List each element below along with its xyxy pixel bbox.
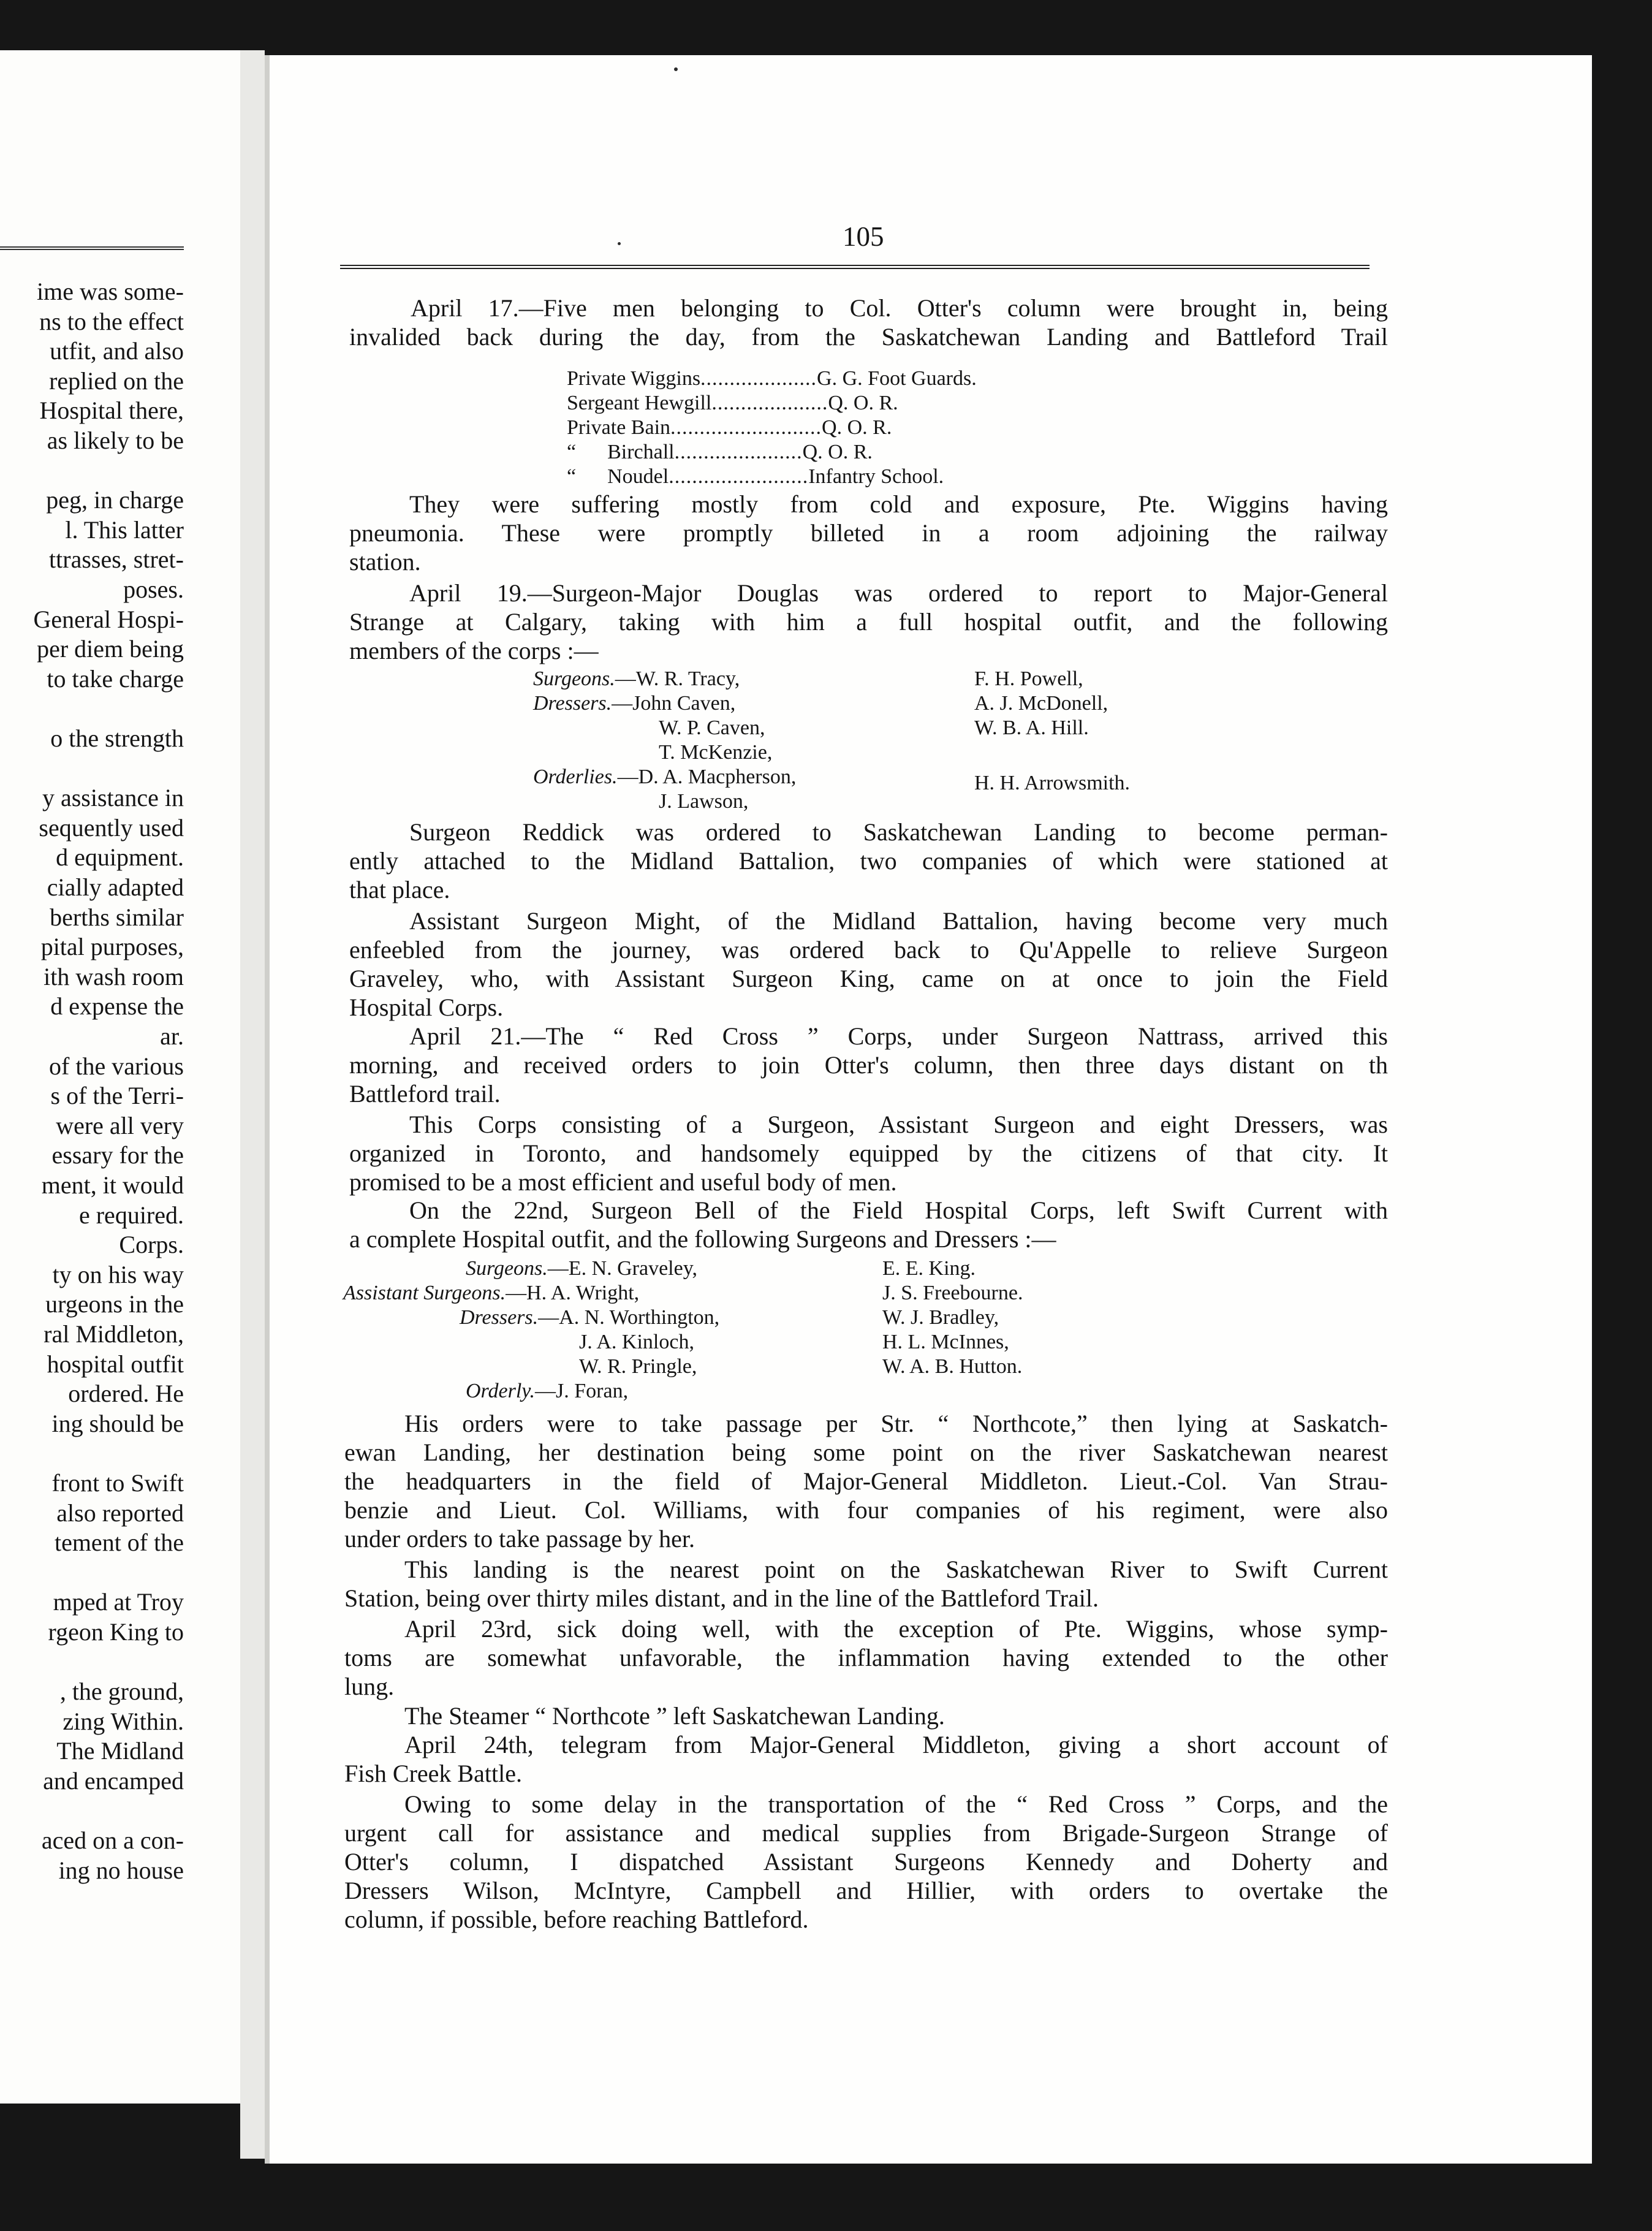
- corps1-orderlies-label: Orderlies.: [533, 766, 618, 788]
- invalid-name: “ Birchall: [567, 441, 675, 463]
- corps2-surgeons-label: Surgeons.: [466, 1257, 548, 1280]
- corps1-dressers-a2: W. P. Caven,: [659, 716, 765, 739]
- left-column-line: d expense the: [50, 992, 184, 1020]
- p3-line-1: April 19.—Surgeon-Major Douglas was ordered to report to Major-General: [409, 579, 1388, 607]
- p11-line-1: April 23rd, sick doing well, with the exception of Pte. Wiggins, whose symp-: [404, 1615, 1388, 1643]
- invalid-row: [567, 391, 898, 416]
- p13-line-1: April 24th, telegram from Major-General Middleton, giving a short account of: [404, 1731, 1388, 1758]
- left-column-line: front to Swift: [51, 1469, 184, 1497]
- p3-line-2: Strange at Calgary, taking with him a full hospital outfit, and the following: [349, 608, 1388, 636]
- left-column-line: ral Middleton,: [44, 1320, 184, 1348]
- corps2-surgeons-a: —E. N. Graveley,: [547, 1257, 698, 1280]
- left-column-line: Corps.: [119, 1231, 184, 1259]
- left-column-line: The Midland: [56, 1737, 184, 1765]
- corps2-dressers-b1: W. J. Bradley,: [882, 1306, 999, 1329]
- left-column-line: ttrasses, stret-: [49, 545, 184, 574]
- corps2-dressers-a3: W. R. Pringle,: [579, 1355, 697, 1378]
- corps2-dressers: [460, 1306, 719, 1330]
- left-column-line: of the various: [49, 1052, 184, 1080]
- header-rule: [340, 265, 1370, 269]
- left-column-line: hospital outfit: [47, 1350, 184, 1378]
- corps2-dressers-b3: W. A. B. Hutton.: [882, 1355, 1023, 1378]
- p6-line-2: morning, and received orders to join Otter's column, then three days distant on th: [349, 1051, 1388, 1079]
- left-column-line: ith wash room: [44, 962, 184, 990]
- left-column-line: mped at Troy: [53, 1588, 184, 1616]
- left-column-line: also reported: [56, 1499, 184, 1527]
- corps1-orderlies-b1: H. H. Arrowsmith.: [974, 772, 1131, 794]
- left-column-line: y assistance in: [42, 784, 184, 812]
- left-column-line: cially adapted: [47, 873, 184, 901]
- left-column-line: to take charge: [47, 664, 184, 693]
- p14-line-4: Dressers Wilson, McIntyre, Campbell and Hillier, with orders to overtake the: [344, 1877, 1388, 1904]
- scan-speck: [674, 67, 678, 71]
- invalid-name: “ Noudel: [567, 465, 669, 488]
- invalid-unit: Infantry School.: [808, 465, 944, 488]
- invalid-row: [567, 367, 977, 391]
- p14-line-1: Owing to some delay in the transportation of the “ Red Cross ” Corps, and the: [404, 1790, 1388, 1818]
- left-column-line: e required.: [78, 1201, 184, 1229]
- corps1-orderlies: [533, 765, 796, 789]
- p9-line-1: His orders were to take passage per Str. “ Northcote,” then lying at Saskatch-: [404, 1410, 1388, 1437]
- left-column-line: were all very: [56, 1111, 184, 1139]
- left-column-line: ty on his way: [52, 1260, 184, 1288]
- left-column-line: ime was some-: [37, 278, 184, 305]
- left-column-line: utfit, and also: [50, 337, 184, 365]
- p4-line-3: that place.: [349, 876, 450, 903]
- p9-line-4: benzie and Lieut. Col. Williams, with four companies of his regiment, were also: [344, 1496, 1388, 1524]
- corps1-dressers-b1: A. J. McDonell,: [974, 692, 1108, 715]
- left-column-line: , the ground,: [59, 1678, 184, 1706]
- p10-line-2: Station, being over thirty miles distant, and in the line of the Battleford Trail.: [344, 1584, 1099, 1612]
- invalid-unit: G. G. Foot Guards.: [817, 367, 977, 390]
- left-column-line: General Hospi-: [33, 605, 184, 633]
- p12-line-1: The Steamer “ Northcote ” left Saskatchewan Landing.: [404, 1702, 945, 1730]
- left-column-line: pital purposes,: [40, 933, 184, 961]
- left-column-line: s of the Terri-: [50, 1082, 184, 1110]
- p9-line-3: the headquarters in the field of Major-General Middleton. Lieut.-Col. Van Strau-: [344, 1467, 1388, 1495]
- p1-line-1: April 17.—Five men belonging to Col. Otter's column were brought in, being: [411, 294, 1388, 322]
- p6-line-3: Battleford trail.: [349, 1080, 501, 1108]
- p14-line-3: Otter's column, I dispatched Assistant Surgeons Kennedy and Doherty and: [344, 1848, 1388, 1876]
- p8-line-2: a complete Hospital outfit, and the following Surgeons and Dressers :—: [349, 1225, 1056, 1253]
- corps1-surgeons: [533, 667, 740, 691]
- corps1-surgeons-a: —W. R. Tracy,: [615, 667, 740, 690]
- left-column-line: ordered. He: [68, 1380, 184, 1408]
- p8-line-1: On the 22nd, Surgeon Bell of the Field Hospital Corps, left Swift Current with: [409, 1196, 1388, 1224]
- invalid-row: [567, 416, 892, 440]
- p2-line-2: pneumonia. These were promptly billeted in a room adjoining the railway: [349, 519, 1388, 547]
- p14-line-5: column, if possible, before reaching Battleford.: [344, 1906, 809, 1933]
- corps1-dressers-a3: T. McKenzie,: [659, 741, 773, 764]
- p7-line-1: This Corps consisting of a Surgeon, Assistant Surgeon and eight Dressers, was: [409, 1111, 1388, 1138]
- page-number: 105: [843, 221, 884, 252]
- corps1-dressers-a1: —John Caven,: [612, 692, 736, 715]
- left-column-line: as likely to be: [47, 427, 184, 454]
- p7-line-3: promised to be a most efficient and useful body of men.: [349, 1168, 897, 1196]
- left-column-line: urgeons in the: [45, 1290, 184, 1318]
- leader-dots: ....................: [700, 367, 817, 390]
- p11-line-2: toms are somewhat unfavorable, the inflammation having extended to the other: [344, 1644, 1388, 1671]
- scan-speck: [618, 242, 621, 245]
- left-column-line: ing should be: [51, 1409, 184, 1437]
- book-gutter: [240, 50, 265, 2159]
- left-column-line: ment, it would: [41, 1171, 184, 1199]
- corps1-dressers-b2: W. B. A. Hill.: [974, 716, 1089, 739]
- corps1-dressers-label: Dressers.: [533, 692, 612, 715]
- corps1-surgeons-b: F. H. Powell,: [974, 667, 1083, 690]
- left-column-line: o the strength: [50, 724, 184, 752]
- corps2-asst: [343, 1281, 639, 1306]
- left-column-line: poses.: [123, 576, 184, 603]
- invalid-name: Private Wiggins: [567, 367, 701, 390]
- leader-dots: ....................: [711, 392, 828, 414]
- p2-line-1: They were suffering mostly from cold and exposure, Pte. Wiggins having: [409, 490, 1388, 518]
- leader-dots: ......................: [674, 441, 803, 463]
- p6-line-1: April 21.—The “ Red Cross ” Corps, under Surgeon Nattrass, arrived this: [409, 1022, 1388, 1050]
- p1-line-2: invalided back during the day, from the Saskatchewan Landing and Battleford Trail: [349, 323, 1388, 351]
- p3-line-3: members of the corps :—: [349, 637, 599, 664]
- p5-line-3: Graveley, who, with Assistant Surgeon King, came on at once to join the Field: [349, 965, 1388, 992]
- invalid-unit: Q. O. R.: [822, 416, 892, 439]
- left-column-line: ing no house: [58, 1856, 184, 1884]
- leader-dots: ..........................: [670, 416, 822, 439]
- corps2-surgeons: [466, 1256, 697, 1281]
- p5-line-2: enfeebled from the journey, was ordered back to Qu'Appelle to relieve Surgeon: [349, 936, 1388, 963]
- left-column-line: replied on the: [49, 367, 184, 395]
- invalid-row: [567, 465, 944, 489]
- corps2-orderly: [466, 1379, 628, 1404]
- corps2-dressers-a2: J. A. Kinloch,: [579, 1331, 694, 1353]
- corps2-dressers-a1: —A. N. Worthington,: [538, 1306, 720, 1329]
- left-page-fragment: [0, 50, 242, 2104]
- corps2-asst-a: —H. A. Wright,: [506, 1282, 640, 1304]
- left-column-line: essary for the: [51, 1141, 184, 1169]
- p4-line-1: Surgeon Reddick was ordered to Saskatchewan Landing to become perman-: [409, 818, 1388, 846]
- left-column-line: ar.: [160, 1022, 184, 1050]
- p11-line-3: lung.: [344, 1673, 395, 1700]
- left-column-line: tement of the: [54, 1529, 184, 1557]
- p7-line-2: organized in Toronto, and handsomely equipped by the citizens of that city. It: [349, 1139, 1388, 1167]
- left-column-line: peg, in charge: [46, 486, 184, 514]
- left-header-rule: [0, 246, 184, 250]
- left-column-line: d equipment.: [56, 843, 184, 872]
- corps1-orderlies-a1: —D. A. Macpherson,: [617, 766, 797, 788]
- left-column-line: rgeon King to: [48, 1618, 184, 1646]
- invalid-name: Sergeant Hewgill: [567, 392, 712, 414]
- invalid-name: Private Bain: [567, 416, 671, 439]
- p14-line-2: urgent call for assistance and medical supplies from Brigade-Surgeon Strange of: [344, 1819, 1388, 1847]
- corps2-asst-label: Assistant Surgeons.: [343, 1282, 506, 1304]
- leader-dots: ........................: [669, 465, 809, 488]
- p13-line-2: Fish Creek Battle.: [344, 1760, 522, 1787]
- left-column-line: Hospital there,: [39, 397, 184, 425]
- left-column-line: l. This latter: [65, 515, 184, 544]
- corps2-asst-b: J. S. Freebourne.: [882, 1282, 1023, 1304]
- left-column-line: and encamped: [43, 1767, 184, 1795]
- p10-line-1: This landing is the nearest point on the Saskatchewan River to Swift Current: [404, 1556, 1388, 1583]
- left-column-line: zing Within.: [63, 1707, 184, 1735]
- left-column-line: aced on a con-: [41, 1826, 184, 1855]
- left-column-line: berths similar: [50, 903, 184, 931]
- p5-line-4: Hospital Corps.: [349, 994, 504, 1021]
- corps1-dressers: [533, 691, 735, 716]
- corps2-orderly-a: —J. Foran,: [535, 1380, 629, 1402]
- invalid-unit: Q. O. R.: [828, 392, 898, 414]
- left-column-line: per diem being: [37, 635, 184, 663]
- corps2-surgeons-b: E. E. King.: [882, 1257, 976, 1280]
- corps1-orderlies-a2: J. Lawson,: [659, 790, 749, 813]
- invalid-unit: Q. O. R.: [802, 441, 873, 463]
- corps2-dressers-label: Dressers.: [460, 1306, 539, 1329]
- left-column-line: sequently used: [39, 813, 184, 842]
- corps2-orderly-label: Orderly.: [466, 1380, 536, 1402]
- left-column-line: ns to the effect: [39, 307, 184, 335]
- p9-line-5: under orders to take passage by her.: [344, 1525, 695, 1553]
- p9-line-2: ewan Landing, her destination being some point on the river Saskatchewan nearest: [344, 1439, 1388, 1466]
- p2-line-3: station.: [349, 548, 421, 576]
- corps2-dressers-b2: H. L. McInnes,: [882, 1331, 1009, 1353]
- p4-line-2: ently attached to the Midland Battalion, two companies of which were stationed at: [349, 847, 1388, 875]
- corps1-surgeons-label: Surgeons.: [533, 667, 615, 690]
- invalid-row: [567, 440, 873, 465]
- p5-line-1: Assistant Surgeon Might, of the Midland Battalion, having become very much: [409, 907, 1388, 935]
